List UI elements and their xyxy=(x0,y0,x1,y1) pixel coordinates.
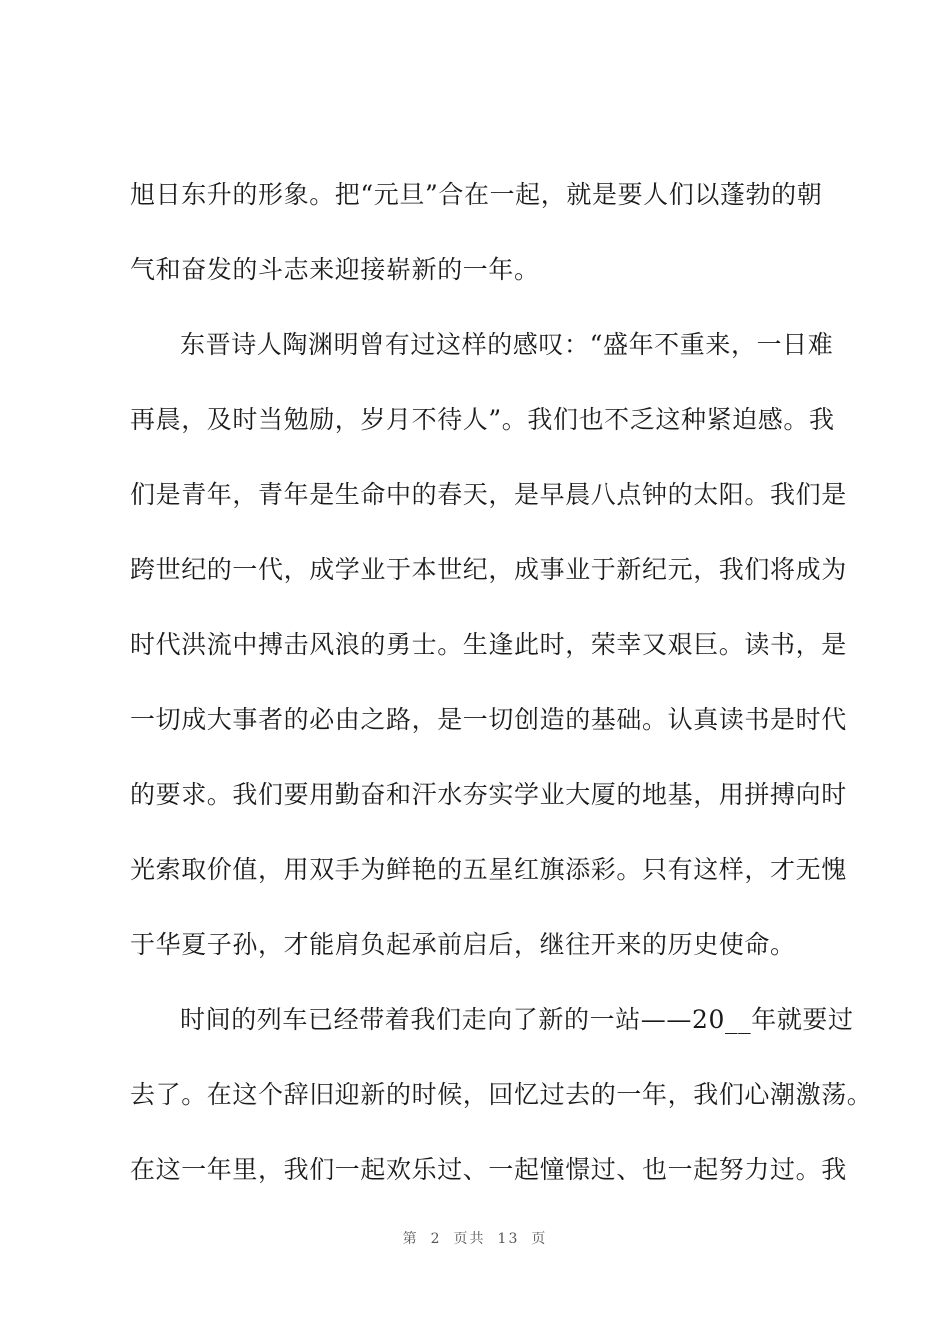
text-line: 再晨，及时当勉励，岁月不待人”。我们也不乏这种紧迫感。我 xyxy=(130,405,835,434)
footer-label: 页 xyxy=(531,1231,548,1247)
text-line: 们是青年，青年是生命中的春天，是早晨八点钟的太阳。我们是 xyxy=(130,480,847,509)
text-line: 时代洪流中搏击风浪的勇士。生逢此时，荣幸又艰巨。读书，是 xyxy=(130,630,847,659)
text-line: 气和奋发的斗志来迎接崭新的一年。 xyxy=(130,255,540,284)
text-line: 在这一年里，我们一起欢乐过、一起憧憬过、也一起努力过。我 xyxy=(130,1155,847,1184)
text-line: 一切成大事者的必由之路，是一切创造的基础。认真读书是时代 xyxy=(130,705,847,734)
footer-label: 页共 xyxy=(453,1231,486,1247)
text-line: 光索取价值，用双手为鲜艳的五星红旗添彩。只有这样，才无愧 xyxy=(130,855,847,884)
paragraph-first-line: 东晋诗人陶渊明曾有过这样的感叹：“盛年不重来，一日难 xyxy=(180,330,834,359)
footer-label: 第 xyxy=(402,1231,419,1247)
text-line: 的要求。我们要用勤奋和汗水夯实学业大厦的地基，用拼搏向时 xyxy=(130,780,847,809)
page-footer xyxy=(0,1228,950,1248)
paragraph-first-line: 时间的列车已经带着我们走向了新的一站——20__年就要过 xyxy=(180,1005,854,1034)
text-line: 旭日东升的形象。把“元旦”合在一起，就是要人们以蓬勃的朝 xyxy=(130,180,823,209)
total-pages-number: 13 xyxy=(497,1231,520,1247)
text-line: 于华夏子孙，才能肩负起承前启后，继往开来的历史使命。 xyxy=(130,930,796,959)
current-page-number: 2 xyxy=(430,1231,442,1247)
text-line: 跨世纪的一代，成学业于本世纪，成事业于新纪元，我们将成为 xyxy=(130,555,847,584)
text-line: 去了。在这个辞旧迎新的时候，回忆过去的一年，我们心潮激荡。 xyxy=(130,1080,873,1109)
